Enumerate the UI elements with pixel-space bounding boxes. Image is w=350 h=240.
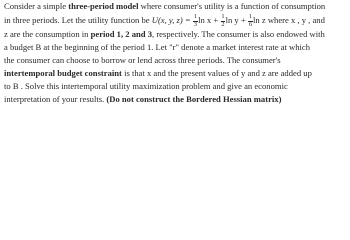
problem-line-2 <box>4 14 325 28</box>
text-run: where consumer's utility is a function of consumption <box>138 1 326 11</box>
text-run: in three periods. Let the utility function be <box>4 15 152 25</box>
fraction-denominator: 3 <box>193 20 198 28</box>
three-period-model-term: three-period model <box>68 1 139 11</box>
fraction-one-sixth <box>248 14 252 27</box>
instruction-note: (Do not construct the Bordered Hessian matrix) <box>106 94 282 104</box>
fraction-numerator: 1 <box>221 13 225 21</box>
problem-line-3 <box>4 28 325 41</box>
text-run: interpretation of your results. <box>4 94 107 104</box>
text-run: Consider a simple <box>4 1 69 11</box>
budget-constraint-term: intertemporal budget constraint <box>4 68 122 78</box>
fraction-numerator: 1 <box>248 13 253 21</box>
utility-function-lhs: U(x, y, z) = <box>151 15 191 25</box>
problem-line-4 <box>4 41 310 54</box>
text-run: , respectively. The consumer is also endowed with <box>152 29 325 39</box>
problem-line-7 <box>4 80 288 93</box>
fraction-denominator: 6 <box>248 20 253 28</box>
fraction-numerator: 1 <box>193 13 198 21</box>
periods-term: period 1, 2 and 3 <box>90 29 153 39</box>
log-term-x: ln x + <box>198 15 219 25</box>
text-run: the consumer can choose to borrow or lend across three periods. The consumer's <box>4 55 281 65</box>
problem-line-6 <box>4 67 312 80</box>
fraction-one-half <box>221 14 225 27</box>
problem-line-1 <box>4 0 325 13</box>
text-run: a budget B at the beginning of the period 1. Let "r" denote a market interest rate at which <box>4 42 311 52</box>
problem-line-8 <box>4 93 281 106</box>
fraction-one-third <box>193 14 197 27</box>
log-term-z: ln z where x , y , and <box>253 15 325 25</box>
text-run: z are the consumption in <box>4 29 91 39</box>
problem-line-5 <box>4 54 281 67</box>
log-term-y: ln y + <box>225 15 246 25</box>
fraction-denominator: 2 <box>221 20 225 28</box>
text-run: is that x and the present values of y and z are added up <box>121 68 312 78</box>
text-run: to B . Solve this intertemporal utility maximization problem and give an economic <box>4 81 288 91</box>
